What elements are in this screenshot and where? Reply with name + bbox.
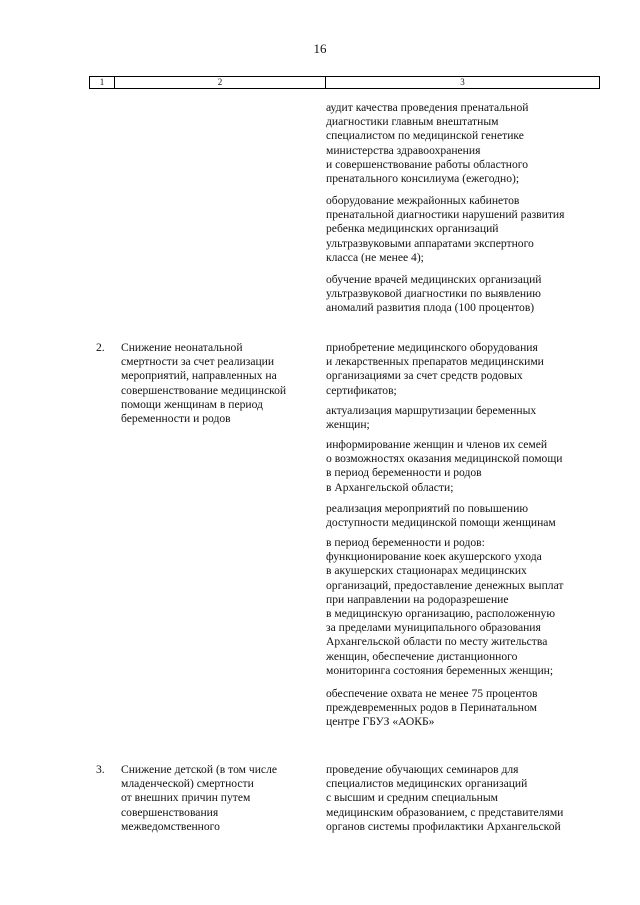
text-line: обучение врачей медицинских организаций xyxy=(326,273,542,286)
text-line: в период беременности и родов xyxy=(326,466,482,480)
action-paragraph xyxy=(326,101,529,186)
text-line: Снижение неонатальной xyxy=(121,341,243,354)
text-line: ультразвуковыми аппаратами экспертного xyxy=(326,236,534,250)
text-line: актуализация маршрутизации беременных xyxy=(326,404,537,417)
row-number: 2. xyxy=(96,341,105,354)
task-description xyxy=(121,763,277,834)
text-line: от внешних причин путем xyxy=(121,791,251,805)
text-line: преждевременных родов в Перинатальном xyxy=(326,701,537,715)
text-line: приобретение медицинского оборудования xyxy=(326,341,538,354)
text-line: реализация мероприятий по повышению xyxy=(326,502,528,515)
text-line: женщин, обеспечение дистанционного xyxy=(326,649,518,663)
text-line: ребенка медицинских организаций xyxy=(326,222,499,236)
text-line: помощи женщинам в период xyxy=(121,397,263,411)
text-line: в Архангельской области; xyxy=(326,480,454,494)
text-line: Снижение детской (в том числе xyxy=(121,763,278,776)
page-number: 16 xyxy=(313,41,327,56)
text-line: аномалий развития плода (100 процентов) xyxy=(326,301,535,315)
text-line: межведомственного xyxy=(121,819,220,833)
text-line: органов системы профилактики Архангельской xyxy=(326,819,561,833)
text-line: смертности за счет реализации xyxy=(121,355,275,369)
text-line: в акушерских стационарах медицинских xyxy=(326,564,527,578)
text-line: медицинским образованием, с представителями xyxy=(326,805,564,819)
text-line: обеспечение охвата не менее 75 процентов xyxy=(326,687,538,700)
text-line: мероприятий, направленных на xyxy=(121,369,277,383)
text-line: министерства здравоохранения xyxy=(326,143,481,157)
task-description xyxy=(121,341,286,426)
text-line: доступности медицинской помощи женщинам xyxy=(326,516,556,530)
text-line: организациями за счет средств родовых xyxy=(326,369,523,383)
text-line: аудит качества проведения пренатальной xyxy=(326,101,529,114)
action-paragraph xyxy=(326,687,538,730)
action-paragraph xyxy=(326,438,562,495)
text-line: специалистов медицинских организаций xyxy=(326,777,528,791)
text-line: Архангельской области по месту жительства xyxy=(326,635,548,649)
action-paragraph xyxy=(326,273,541,316)
text-line: пренатального консилиума (ежегодно); xyxy=(326,172,520,186)
text-line: с высшим и средним специальным xyxy=(326,791,498,805)
action-paragraph xyxy=(326,404,536,432)
header-cell-1: 1 xyxy=(90,77,115,89)
text-line: ультразвуковой диагностики по выявлению xyxy=(326,287,541,301)
text-line: центре ГБУЗ «АОКБ» xyxy=(326,715,435,729)
text-line: диагностики главным внештатным xyxy=(326,115,499,129)
text-line: за пределами муниципального образования xyxy=(326,621,541,635)
text-line: и лекарственных препаратов медицинскими xyxy=(326,355,544,369)
action-paragraph xyxy=(326,341,544,398)
text-line: мониторинга состояния беременных женщин; xyxy=(326,663,554,677)
text-line: специалистом по медицинской генетике xyxy=(326,129,524,143)
header-cell-3: 3 xyxy=(326,77,600,89)
action-paragraph xyxy=(326,536,564,678)
text-line: оборудование межрайонных кабинетов xyxy=(326,194,520,207)
text-line: организаций, предоставление денежных выплат xyxy=(326,578,564,592)
action-paragraph xyxy=(326,194,564,265)
text-line: проведение обучающих семинаров для xyxy=(326,763,519,776)
header-cell-2: 2 xyxy=(115,77,326,89)
text-line: и совершенствование работы областного xyxy=(326,157,529,171)
text-line: младенческой) смертности xyxy=(121,777,254,791)
text-line: при направлении на родоразрешение xyxy=(326,592,509,606)
text-line: в медицинскую организацию, расположенную xyxy=(326,607,555,621)
text-line: в период беременности и родов: xyxy=(326,536,485,549)
action-paragraph xyxy=(326,502,556,530)
text-line: женщин; xyxy=(326,418,370,432)
text-line: класса (не менее 4); xyxy=(326,250,424,264)
action-paragraph xyxy=(326,763,563,834)
text-line: беременности и родов xyxy=(121,412,231,426)
text-line: о возможностях оказания медицинской помощи xyxy=(326,452,563,466)
text-line: совершенствования xyxy=(121,805,219,819)
column-header-row xyxy=(89,76,600,89)
text-line: совершенствование медицинской xyxy=(121,383,287,397)
text-line: функционирование коек акушерского ухода xyxy=(326,550,542,564)
text-line: информирование женщин и членов их семей xyxy=(326,438,548,451)
text-line: сертификатов; xyxy=(326,383,397,397)
text-line: пренатальной диагностики нарушений развития xyxy=(326,208,565,222)
row-number: 3. xyxy=(96,763,105,776)
